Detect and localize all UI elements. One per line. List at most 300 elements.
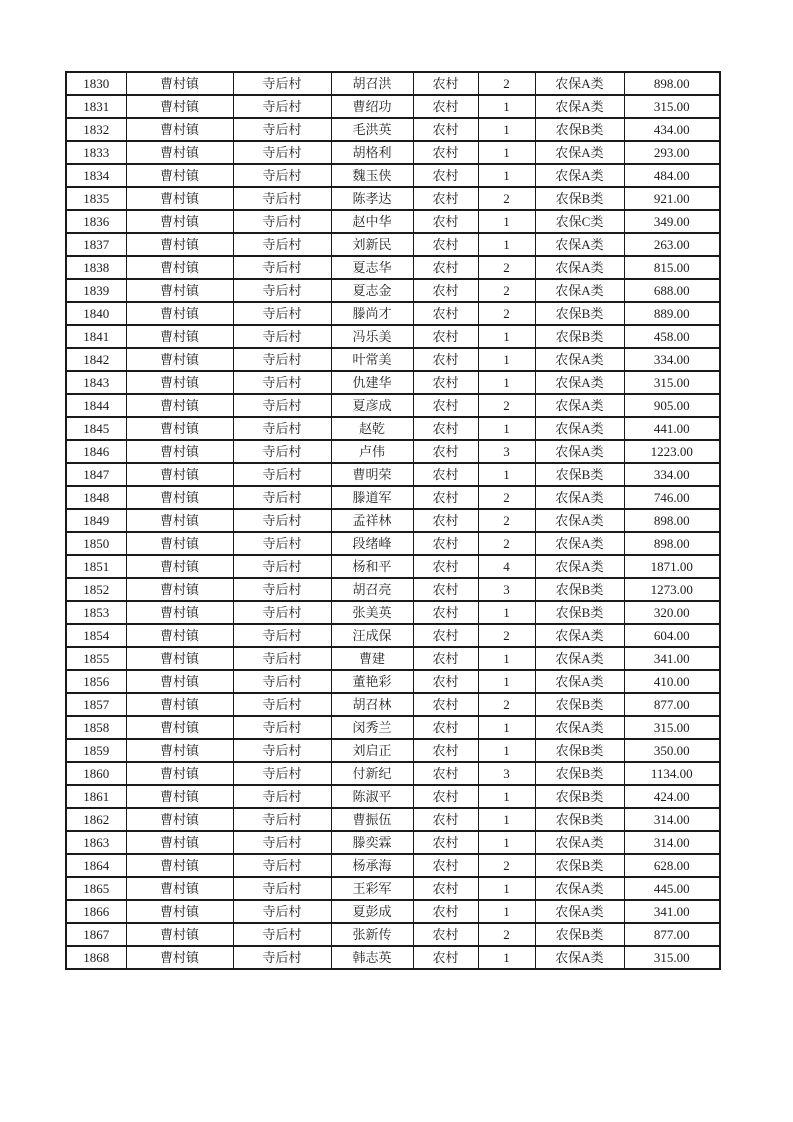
town-cell: 曹村镇	[126, 325, 233, 348]
residence-type-cell: 农村	[413, 854, 478, 877]
amount-cell: 424.00	[624, 785, 720, 808]
residence-type-cell: 农村	[413, 785, 478, 808]
insurance-category-cell: 农保B类	[535, 187, 624, 210]
insurance-category-cell: 农保A类	[535, 877, 624, 900]
person-name-cell: 段绪峰	[331, 532, 413, 555]
table-row	[66, 210, 720, 233]
insurance-category-cell: 农保A类	[535, 394, 624, 417]
headcount-cell: 1	[478, 371, 535, 394]
person-name-cell: 赵乾	[331, 417, 413, 440]
insurance-category-cell: 农保A类	[535, 532, 624, 555]
serial-number-cell: 1855	[66, 647, 126, 670]
insurance-category-cell: 农保A类	[535, 141, 624, 164]
table-row	[66, 302, 720, 325]
insurance-category-cell: 农保A类	[535, 440, 624, 463]
amount-cell: 889.00	[624, 302, 720, 325]
headcount-cell: 1	[478, 808, 535, 831]
village-cell: 寺后村	[233, 877, 331, 900]
serial-number-cell: 1836	[66, 210, 126, 233]
residence-type-cell: 农村	[413, 946, 478, 969]
table-row	[66, 463, 720, 486]
serial-number-cell: 1867	[66, 923, 126, 946]
table-row	[66, 256, 720, 279]
person-name-cell: 汪成保	[331, 624, 413, 647]
residence-type-cell: 农村	[413, 739, 478, 762]
town-cell: 曹村镇	[126, 785, 233, 808]
amount-cell: 410.00	[624, 670, 720, 693]
amount-cell: 349.00	[624, 210, 720, 233]
town-cell: 曹村镇	[126, 808, 233, 831]
village-cell: 寺后村	[233, 279, 331, 302]
town-cell: 曹村镇	[126, 118, 233, 141]
town-cell: 曹村镇	[126, 877, 233, 900]
serial-number-cell: 1861	[66, 785, 126, 808]
serial-number-cell: 1864	[66, 854, 126, 877]
amount-cell: 1871.00	[624, 555, 720, 578]
residence-type-cell: 农村	[413, 187, 478, 210]
residence-type-cell: 农村	[413, 348, 478, 371]
headcount-cell: 2	[478, 302, 535, 325]
residence-type-cell: 农村	[413, 808, 478, 831]
amount-cell: 877.00	[624, 923, 720, 946]
town-cell: 曹村镇	[126, 187, 233, 210]
serial-number-cell: 1866	[66, 900, 126, 923]
village-cell: 寺后村	[233, 624, 331, 647]
amount-cell: 1223.00	[624, 440, 720, 463]
amount-cell: 484.00	[624, 164, 720, 187]
residence-type-cell: 农村	[413, 279, 478, 302]
headcount-cell: 2	[478, 624, 535, 647]
headcount-cell: 1	[478, 118, 535, 141]
town-cell: 曹村镇	[126, 900, 233, 923]
person-name-cell: 刘新民	[331, 233, 413, 256]
town-cell: 曹村镇	[126, 256, 233, 279]
serial-number-cell: 1865	[66, 877, 126, 900]
serial-number-cell: 1863	[66, 831, 126, 854]
insurance-roster-table	[65, 71, 721, 970]
serial-number-cell: 1844	[66, 394, 126, 417]
serial-number-cell: 1868	[66, 946, 126, 969]
person-name-cell: 毛洪英	[331, 118, 413, 141]
insurance-category-cell: 农保A类	[535, 417, 624, 440]
table-row	[66, 118, 720, 141]
town-cell: 曹村镇	[126, 739, 233, 762]
headcount-cell: 4	[478, 555, 535, 578]
town-cell: 曹村镇	[126, 164, 233, 187]
serial-number-cell: 1858	[66, 716, 126, 739]
town-cell: 曹村镇	[126, 394, 233, 417]
insurance-category-cell: 农保A类	[535, 900, 624, 923]
town-cell: 曹村镇	[126, 279, 233, 302]
amount-cell: 898.00	[624, 72, 720, 95]
serial-number-cell: 1841	[66, 325, 126, 348]
table-row	[66, 877, 720, 900]
table-row	[66, 325, 720, 348]
village-cell: 寺后村	[233, 256, 331, 279]
table-row	[66, 739, 720, 762]
person-name-cell: 胡召林	[331, 693, 413, 716]
insurance-category-cell: 农保A类	[535, 716, 624, 739]
table-row	[66, 831, 720, 854]
insurance-category-cell: 农保B类	[535, 762, 624, 785]
table-row	[66, 555, 720, 578]
amount-cell: 334.00	[624, 463, 720, 486]
amount-cell: 905.00	[624, 394, 720, 417]
headcount-cell: 1	[478, 348, 535, 371]
table-row	[66, 72, 720, 95]
amount-cell: 315.00	[624, 716, 720, 739]
person-name-cell: 曹振伍	[331, 808, 413, 831]
headcount-cell: 2	[478, 509, 535, 532]
person-name-cell: 曹绍功	[331, 95, 413, 118]
person-name-cell: 赵中华	[331, 210, 413, 233]
table-row	[66, 440, 720, 463]
town-cell: 曹村镇	[126, 716, 233, 739]
village-cell: 寺后村	[233, 532, 331, 555]
person-name-cell: 孟祥林	[331, 509, 413, 532]
residence-type-cell: 农村	[413, 486, 478, 509]
person-name-cell: 卢伟	[331, 440, 413, 463]
headcount-cell: 1	[478, 601, 535, 624]
table-row	[66, 279, 720, 302]
insurance-category-cell: 农保B类	[535, 808, 624, 831]
serial-number-cell: 1837	[66, 233, 126, 256]
person-name-cell: 仇建华	[331, 371, 413, 394]
residence-type-cell: 农村	[413, 256, 478, 279]
table-row	[66, 394, 720, 417]
town-cell: 曹村镇	[126, 624, 233, 647]
insurance-category-cell: 农保A类	[535, 233, 624, 256]
serial-number-cell: 1846	[66, 440, 126, 463]
headcount-cell: 1	[478, 946, 535, 969]
town-cell: 曹村镇	[126, 72, 233, 95]
amount-cell: 320.00	[624, 601, 720, 624]
serial-number-cell: 1843	[66, 371, 126, 394]
residence-type-cell: 农村	[413, 647, 478, 670]
amount-cell: 458.00	[624, 325, 720, 348]
amount-cell: 315.00	[624, 371, 720, 394]
village-cell: 寺后村	[233, 808, 331, 831]
table-row	[66, 509, 720, 532]
insurance-category-cell: 农保C类	[535, 210, 624, 233]
town-cell: 曹村镇	[126, 532, 233, 555]
village-cell: 寺后村	[233, 509, 331, 532]
town-cell: 曹村镇	[126, 854, 233, 877]
person-name-cell: 叶常美	[331, 348, 413, 371]
amount-cell: 334.00	[624, 348, 720, 371]
town-cell: 曹村镇	[126, 463, 233, 486]
insurance-category-cell: 农保A类	[535, 670, 624, 693]
insurance-category-cell: 农保A类	[535, 624, 624, 647]
residence-type-cell: 农村	[413, 118, 478, 141]
amount-cell: 441.00	[624, 417, 720, 440]
residence-type-cell: 农村	[413, 578, 478, 601]
amount-cell: 746.00	[624, 486, 720, 509]
person-name-cell: 杨和平	[331, 555, 413, 578]
person-name-cell: 胡召亮	[331, 578, 413, 601]
amount-cell: 898.00	[624, 509, 720, 532]
town-cell: 曹村镇	[126, 831, 233, 854]
headcount-cell: 1	[478, 463, 535, 486]
headcount-cell: 1	[478, 647, 535, 670]
amount-cell: 1134.00	[624, 762, 720, 785]
village-cell: 寺后村	[233, 693, 331, 716]
insurance-category-cell: 农保B类	[535, 601, 624, 624]
table-row	[66, 348, 720, 371]
town-cell: 曹村镇	[126, 670, 233, 693]
headcount-cell: 1	[478, 900, 535, 923]
amount-cell: 263.00	[624, 233, 720, 256]
table-row	[66, 95, 720, 118]
table-row	[66, 946, 720, 969]
insurance-category-cell: 农保A类	[535, 371, 624, 394]
amount-cell: 341.00	[624, 647, 720, 670]
town-cell: 曹村镇	[126, 578, 233, 601]
serial-number-cell: 1832	[66, 118, 126, 141]
headcount-cell: 2	[478, 486, 535, 509]
headcount-cell: 2	[478, 854, 535, 877]
person-name-cell: 夏志金	[331, 279, 413, 302]
insurance-category-cell: 农保B类	[535, 923, 624, 946]
amount-cell: 898.00	[624, 532, 720, 555]
headcount-cell: 1	[478, 210, 535, 233]
residence-type-cell: 农村	[413, 95, 478, 118]
residence-type-cell: 农村	[413, 325, 478, 348]
serial-number-cell: 1849	[66, 509, 126, 532]
table-row	[66, 233, 720, 256]
residence-type-cell: 农村	[413, 233, 478, 256]
village-cell: 寺后村	[233, 762, 331, 785]
village-cell: 寺后村	[233, 302, 331, 325]
person-name-cell: 董艳彩	[331, 670, 413, 693]
village-cell: 寺后村	[233, 210, 331, 233]
insurance-category-cell: 农保A类	[535, 72, 624, 95]
headcount-cell: 2	[478, 72, 535, 95]
person-name-cell: 夏志华	[331, 256, 413, 279]
village-cell: 寺后村	[233, 440, 331, 463]
headcount-cell: 1	[478, 785, 535, 808]
table-row	[66, 417, 720, 440]
insurance-category-cell: 农保B类	[535, 739, 624, 762]
person-name-cell: 胡召洪	[331, 72, 413, 95]
town-cell: 曹村镇	[126, 348, 233, 371]
residence-type-cell: 农村	[413, 302, 478, 325]
person-name-cell: 陈孝达	[331, 187, 413, 210]
town-cell: 曹村镇	[126, 233, 233, 256]
amount-cell: 314.00	[624, 808, 720, 831]
insurance-category-cell: 农保A类	[535, 486, 624, 509]
town-cell: 曹村镇	[126, 95, 233, 118]
village-cell: 寺后村	[233, 923, 331, 946]
village-cell: 寺后村	[233, 578, 331, 601]
person-name-cell: 张美英	[331, 601, 413, 624]
amount-cell: 434.00	[624, 118, 720, 141]
residence-type-cell: 农村	[413, 900, 478, 923]
table-row	[66, 532, 720, 555]
insurance-category-cell: 农保A类	[535, 946, 624, 969]
serial-number-cell: 1859	[66, 739, 126, 762]
insurance-category-cell: 农保B类	[535, 118, 624, 141]
headcount-cell: 1	[478, 831, 535, 854]
serial-number-cell: 1840	[66, 302, 126, 325]
headcount-cell: 1	[478, 417, 535, 440]
serial-number-cell: 1833	[66, 141, 126, 164]
village-cell: 寺后村	[233, 417, 331, 440]
serial-number-cell: 1860	[66, 762, 126, 785]
table-row	[66, 900, 720, 923]
table-row	[66, 624, 720, 647]
residence-type-cell: 农村	[413, 762, 478, 785]
serial-number-cell: 1856	[66, 670, 126, 693]
serial-number-cell: 1830	[66, 72, 126, 95]
table-row	[66, 785, 720, 808]
town-cell: 曹村镇	[126, 601, 233, 624]
town-cell: 曹村镇	[126, 302, 233, 325]
village-cell: 寺后村	[233, 72, 331, 95]
village-cell: 寺后村	[233, 831, 331, 854]
person-name-cell: 曹建	[331, 647, 413, 670]
residence-type-cell: 农村	[413, 72, 478, 95]
headcount-cell: 2	[478, 532, 535, 555]
town-cell: 曹村镇	[126, 647, 233, 670]
residence-type-cell: 农村	[413, 394, 478, 417]
serial-number-cell: 1838	[66, 256, 126, 279]
headcount-cell: 2	[478, 394, 535, 417]
town-cell: 曹村镇	[126, 923, 233, 946]
serial-number-cell: 1851	[66, 555, 126, 578]
village-cell: 寺后村	[233, 900, 331, 923]
village-cell: 寺后村	[233, 739, 331, 762]
person-name-cell: 曹明荣	[331, 463, 413, 486]
headcount-cell: 2	[478, 279, 535, 302]
serial-number-cell: 1845	[66, 417, 126, 440]
table-row	[66, 164, 720, 187]
headcount-cell: 1	[478, 141, 535, 164]
amount-cell: 815.00	[624, 256, 720, 279]
amount-cell: 1273.00	[624, 578, 720, 601]
person-name-cell: 付新纪	[331, 762, 413, 785]
amount-cell: 921.00	[624, 187, 720, 210]
town-cell: 曹村镇	[126, 509, 233, 532]
serial-number-cell: 1842	[66, 348, 126, 371]
headcount-cell: 2	[478, 693, 535, 716]
headcount-cell: 1	[478, 325, 535, 348]
person-name-cell: 胡格利	[331, 141, 413, 164]
serial-number-cell: 1857	[66, 693, 126, 716]
village-cell: 寺后村	[233, 716, 331, 739]
insurance-category-cell: 农保A类	[535, 164, 624, 187]
table-row	[66, 716, 720, 739]
table-row	[66, 670, 720, 693]
residence-type-cell: 农村	[413, 693, 478, 716]
serial-number-cell: 1853	[66, 601, 126, 624]
person-name-cell: 夏彭成	[331, 900, 413, 923]
village-cell: 寺后村	[233, 95, 331, 118]
person-name-cell: 刘启正	[331, 739, 413, 762]
residence-type-cell: 农村	[413, 670, 478, 693]
person-name-cell: 滕道军	[331, 486, 413, 509]
town-cell: 曹村镇	[126, 946, 233, 969]
table-row	[66, 923, 720, 946]
headcount-cell: 2	[478, 256, 535, 279]
village-cell: 寺后村	[233, 187, 331, 210]
amount-cell: 293.00	[624, 141, 720, 164]
headcount-cell: 1	[478, 233, 535, 256]
serial-number-cell: 1835	[66, 187, 126, 210]
town-cell: 曹村镇	[126, 440, 233, 463]
table-row	[66, 187, 720, 210]
insurance-category-cell: 农保A类	[535, 95, 624, 118]
table-row	[66, 601, 720, 624]
amount-cell: 315.00	[624, 95, 720, 118]
residence-type-cell: 农村	[413, 463, 478, 486]
amount-cell: 877.00	[624, 693, 720, 716]
town-cell: 曹村镇	[126, 417, 233, 440]
village-cell: 寺后村	[233, 394, 331, 417]
amount-cell: 350.00	[624, 739, 720, 762]
person-name-cell: 陈淑平	[331, 785, 413, 808]
residence-type-cell: 农村	[413, 831, 478, 854]
residence-type-cell: 农村	[413, 532, 478, 555]
village-cell: 寺后村	[233, 233, 331, 256]
village-cell: 寺后村	[233, 371, 331, 394]
person-name-cell: 夏彦成	[331, 394, 413, 417]
insurance-category-cell: 农保A类	[535, 647, 624, 670]
town-cell: 曹村镇	[126, 210, 233, 233]
insurance-category-cell: 农保B类	[535, 463, 624, 486]
serial-number-cell: 1854	[66, 624, 126, 647]
village-cell: 寺后村	[233, 854, 331, 877]
residence-type-cell: 农村	[413, 371, 478, 394]
person-name-cell: 冯乐美	[331, 325, 413, 348]
headcount-cell: 1	[478, 670, 535, 693]
table-row	[66, 854, 720, 877]
headcount-cell: 2	[478, 187, 535, 210]
person-name-cell: 滕尚才	[331, 302, 413, 325]
table-row	[66, 762, 720, 785]
town-cell: 曹村镇	[126, 693, 233, 716]
town-cell: 曹村镇	[126, 555, 233, 578]
village-cell: 寺后村	[233, 463, 331, 486]
insurance-category-cell: 农保B类	[535, 854, 624, 877]
residence-type-cell: 农村	[413, 440, 478, 463]
serial-number-cell: 1852	[66, 578, 126, 601]
residence-type-cell: 农村	[413, 164, 478, 187]
residence-type-cell: 农村	[413, 141, 478, 164]
residence-type-cell: 农村	[413, 555, 478, 578]
headcount-cell: 1	[478, 716, 535, 739]
person-name-cell: 杨承海	[331, 854, 413, 877]
serial-number-cell: 1847	[66, 463, 126, 486]
person-name-cell: 闵秀兰	[331, 716, 413, 739]
headcount-cell: 1	[478, 877, 535, 900]
insurance-category-cell: 农保A类	[535, 279, 624, 302]
amount-cell: 315.00	[624, 946, 720, 969]
amount-cell: 314.00	[624, 831, 720, 854]
headcount-cell: 3	[478, 762, 535, 785]
amount-cell: 628.00	[624, 854, 720, 877]
village-cell: 寺后村	[233, 555, 331, 578]
amount-cell: 604.00	[624, 624, 720, 647]
town-cell: 曹村镇	[126, 762, 233, 785]
village-cell: 寺后村	[233, 164, 331, 187]
table-body	[66, 72, 720, 969]
residence-type-cell: 农村	[413, 877, 478, 900]
person-name-cell: 滕奕霖	[331, 831, 413, 854]
village-cell: 寺后村	[233, 325, 331, 348]
village-cell: 寺后村	[233, 670, 331, 693]
insurance-category-cell: 农保B类	[535, 325, 624, 348]
